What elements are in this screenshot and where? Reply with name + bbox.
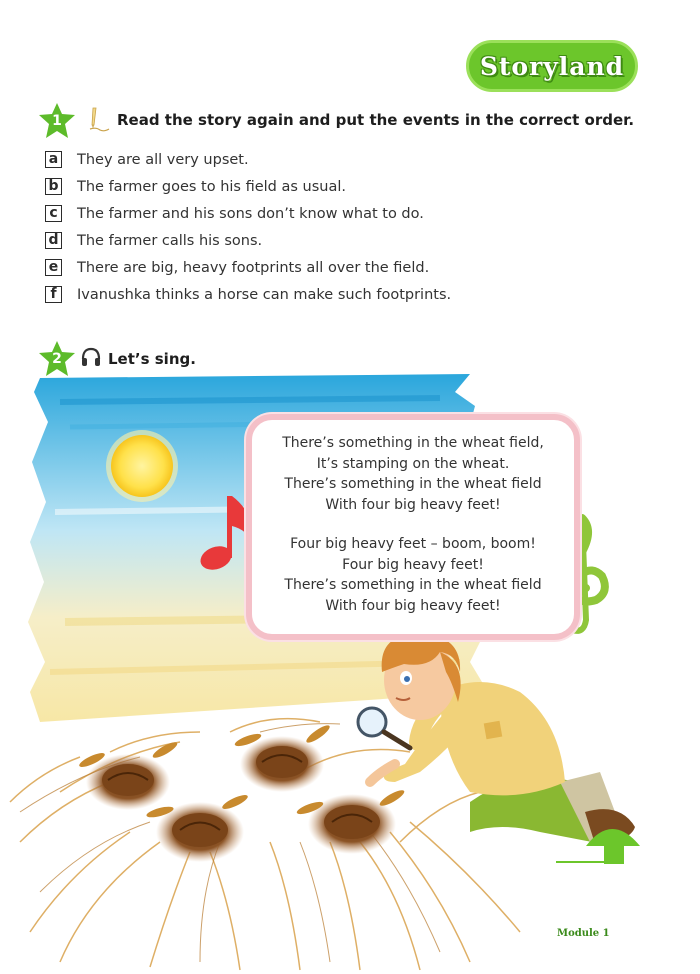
event-letter: b xyxy=(45,178,62,195)
list-item xyxy=(45,146,505,173)
task-1-title: Read the story again and put the events in the correct order. xyxy=(117,111,635,129)
footprint xyxy=(86,754,170,810)
storyland-badge xyxy=(466,40,638,92)
song-line: There’s something in the wheat field xyxy=(284,577,542,593)
song-lyrics xyxy=(252,433,574,616)
list-item xyxy=(45,200,505,227)
list-item xyxy=(45,281,505,308)
event-text: The farmer calls his sons. xyxy=(77,232,263,249)
song-line: With four big heavy feet! xyxy=(325,496,501,513)
event-letter: a xyxy=(45,151,62,168)
event-text: There are big, heavy footprints all over the field. xyxy=(77,259,430,276)
event-letter: f xyxy=(45,286,62,303)
event-text: Ivanushka thinks a horse can make such footprints. xyxy=(77,286,452,303)
module-label: Module 1 xyxy=(557,928,610,939)
task-1-star-icon xyxy=(38,102,76,140)
list-item xyxy=(45,227,505,254)
song-line: There’s something in the wheat field xyxy=(284,476,542,492)
footprint xyxy=(240,736,324,792)
song-line: Four big heavy feet – boom, boom! xyxy=(290,536,536,552)
event-letter: e xyxy=(45,259,62,276)
event-letter: d xyxy=(45,232,62,249)
list-item xyxy=(45,173,505,200)
event-letter: c xyxy=(45,205,62,222)
headphones-icon xyxy=(80,346,102,368)
event-text: The farmer goes to his field as usual. xyxy=(77,178,347,195)
pencil-icon xyxy=(84,105,112,133)
task-1-number: 1 xyxy=(52,113,62,129)
song-lyrics-box xyxy=(246,414,580,640)
sun xyxy=(111,435,173,497)
event-text: They are all very upset. xyxy=(77,151,249,168)
task-2-number: 2 xyxy=(52,351,62,367)
list-item xyxy=(45,254,505,281)
storyland-label: Storyland xyxy=(479,51,625,81)
song-line: With four big heavy feet! xyxy=(325,597,501,614)
event-text: The farmer and his sons don’t know what to do. xyxy=(77,205,424,222)
boy-character xyxy=(358,634,635,844)
task-2-title: Let’s sing. xyxy=(108,350,196,368)
song-line: Four big heavy feet! xyxy=(342,556,484,573)
song-line: There’s something in the wheat field, xyxy=(282,435,544,451)
song-line: It’s stamping on the wheat. xyxy=(316,455,510,472)
page-number: 53 xyxy=(609,898,629,913)
events-list xyxy=(45,146,505,308)
